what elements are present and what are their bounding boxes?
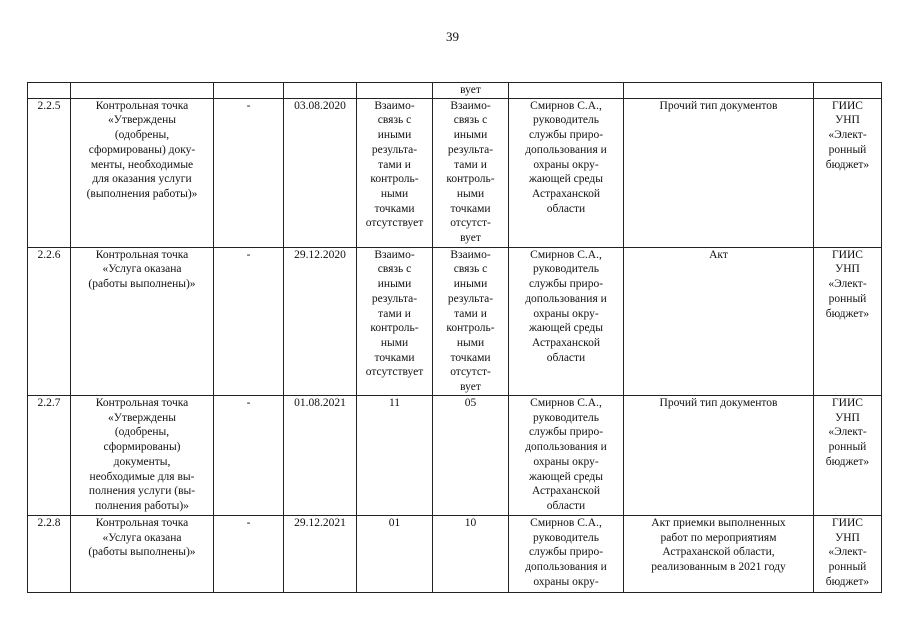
row-number-cell (28, 515, 71, 592)
responsible-text: Смирнов С.А., руководитель службы приро- допользования и охраны окру- (525, 516, 607, 588)
event-text: Контрольная точка «Утверждены (одобрены, сформированы) документы, необходимые для вы- полнения услуги (вы- полнения работы)» (88, 396, 196, 512)
successor-cell (433, 515, 509, 592)
table-row (28, 98, 882, 247)
row-number: 2.2.6 (37, 248, 61, 261)
continuation-cell-doc (624, 83, 814, 99)
successor-cell (433, 395, 509, 515)
responsible-text: Смирнов С.А., руководитель службы приро- допользования и охраны окру- жающей среды Астраханской области (525, 99, 607, 215)
predecessor-cell (357, 98, 433, 247)
responsible-cell (509, 247, 624, 395)
event-cell (71, 98, 214, 247)
start-cell (214, 98, 284, 247)
start-value: - (246, 396, 251, 409)
system-cell (814, 515, 882, 592)
responsible-text: Смирнов С.А., руководитель службы приро- допользования и охраны окру- жающей среды Астраханской области (525, 396, 607, 512)
continuation-cell-num (28, 83, 71, 99)
continuation-cell-succ (433, 83, 509, 99)
document-cell (624, 247, 814, 395)
successor-cell (433, 98, 509, 247)
continuation-cell-pred (357, 83, 433, 99)
responsible-text: Смирнов С.А., руководитель службы приро- допользования и охраны окру- жающей среды Астраханской области (525, 248, 607, 364)
successor-text: 10 (464, 516, 477, 529)
row-number: 2.2.7 (37, 396, 61, 409)
system-text: ГИИС УНП «Элект- ронный бюджет» (825, 516, 870, 588)
end-date: 01.08.2021 (294, 396, 346, 409)
end-date: 03.08.2020 (294, 99, 346, 112)
document-cell (624, 98, 814, 247)
document-type: Прочий тип документов (659, 99, 778, 112)
document-type: Акт приемки выполненных работ по мероприятиям Астраханской области, реализованным в 2021 году (651, 516, 786, 574)
document-cell (624, 395, 814, 515)
responsible-cell (509, 98, 624, 247)
event-text: Контрольная точка «Услуга оказана (работы выполнены)» (88, 248, 196, 291)
system-text: ГИИС УНП «Элект- ронный бюджет» (825, 99, 870, 171)
page-number: 39 (446, 29, 459, 44)
end-cell (284, 98, 357, 247)
end-cell (284, 247, 357, 395)
continuation-cell-end (284, 83, 357, 99)
continuation-cell-responsible (509, 83, 624, 99)
event-text: Контрольная точка «Утверждены (одобрены, сформированы) доку- менты, необходимые для оказания услуги (выполнения работы)» (86, 99, 198, 201)
row-number: 2.2.5 (37, 99, 61, 112)
end-date: 29.12.2020 (294, 248, 346, 261)
system-text: ГИИС УНП «Элект- ронный бюджет» (825, 248, 870, 320)
start-cell (214, 247, 284, 395)
start-value: - (246, 248, 251, 261)
continuation-cell-start (214, 83, 284, 99)
start-cell (214, 515, 284, 592)
row-number: 2.2.8 (37, 516, 61, 529)
system-cell (814, 247, 882, 395)
table-row (28, 515, 882, 592)
event-cell (71, 247, 214, 395)
start-cell (214, 395, 284, 515)
document-type: Акт (709, 248, 728, 261)
table-row (28, 395, 882, 515)
event-cell (71, 515, 214, 592)
predecessor-cell (357, 395, 433, 515)
responsible-cell (509, 515, 624, 592)
successor-text: Взаимо- связь с иными результа- тами и контроль- ными точками отсутст- вует (446, 99, 495, 245)
system-cell (814, 98, 882, 247)
continuation-row (28, 83, 882, 99)
document-cell (624, 515, 814, 592)
continuation-text: вует (460, 84, 481, 96)
end-cell (284, 395, 357, 515)
start-value: - (246, 99, 251, 112)
system-text: ГИИС УНП «Элект- ронный бюджет» (825, 396, 870, 468)
row-number-cell (28, 98, 71, 247)
document-type: Прочий тип документов (659, 396, 778, 409)
successor-text: Взаимо- связь с иными результа- тами и контроль- ными точками отсутст- вует (446, 248, 495, 394)
table-row (28, 247, 882, 395)
row-number-cell (28, 395, 71, 515)
predecessor-text: 01 (388, 516, 401, 529)
successor-text: 05 (464, 396, 477, 409)
predecessor-text: 11 (388, 396, 401, 409)
continuation-cell-event (71, 83, 214, 99)
continuation-cell-system (814, 83, 882, 99)
system-cell (814, 395, 882, 515)
event-text: Контрольная точка «Услуга оказана (работы выполнены)» (88, 516, 196, 559)
event-cell (71, 395, 214, 515)
predecessor-text: Взаимо- связь с иными результа- тами и контроль- ными точками отсутствует (365, 99, 424, 230)
row-number-cell (28, 247, 71, 395)
predecessor-text: Взаимо- связь с иными результа- тами и контроль- ными точками отсутствует (365, 248, 424, 379)
end-cell (284, 515, 357, 592)
predecessor-cell (357, 247, 433, 395)
predecessor-cell (357, 515, 433, 592)
control-points-table (27, 82, 882, 593)
end-date: 29.12.2021 (294, 516, 346, 529)
responsible-cell (509, 395, 624, 515)
start-value: - (246, 516, 251, 529)
successor-cell (433, 247, 509, 395)
